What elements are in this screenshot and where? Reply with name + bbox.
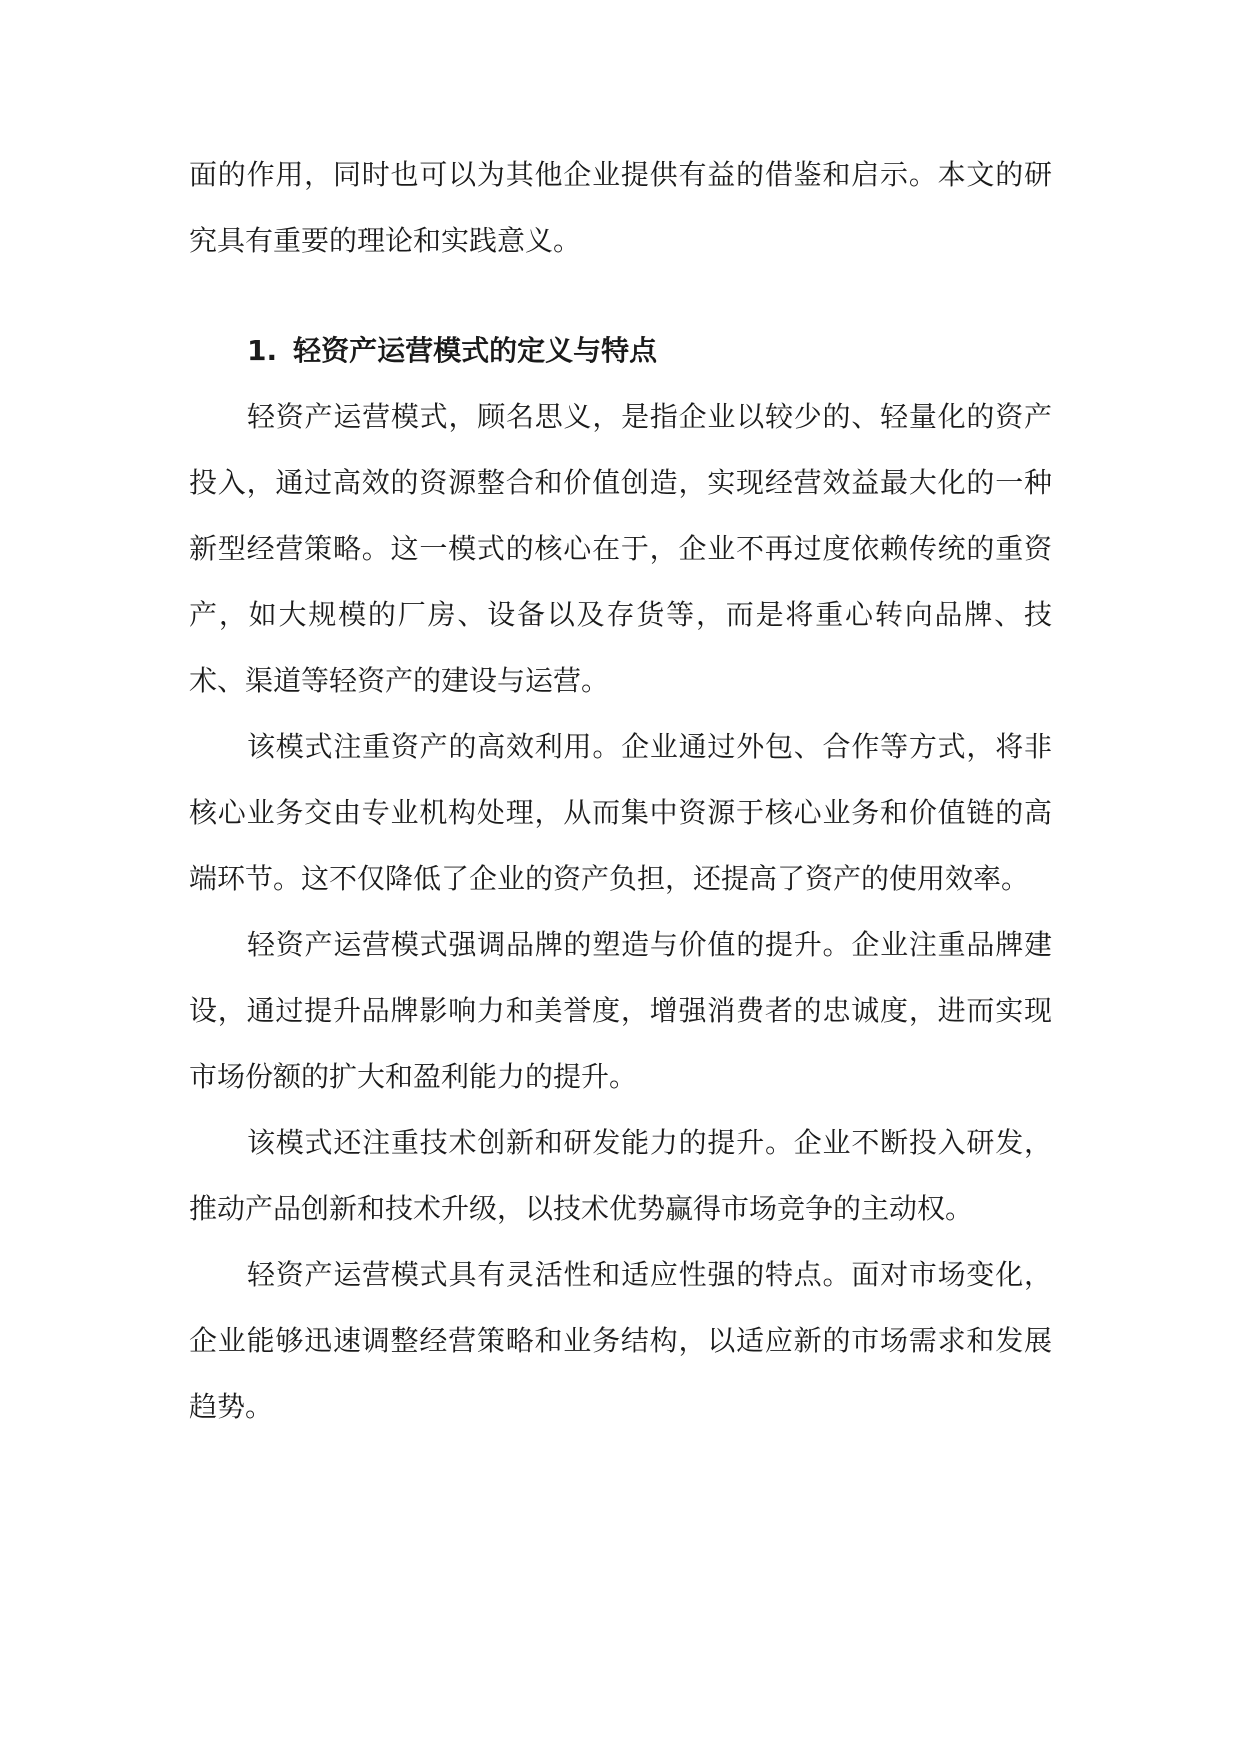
document-body <box>189 142 1052 1440</box>
intro-paragraph: 面的作用，同时也可以为其他企业提供有益的借鉴和启示。本文的研究具有重要的理论和实践意义。 <box>189 158 1052 257</box>
section-heading <box>189 318 1052 384</box>
body-paragraph: 该模式还注重技术创新和研发能力的提升。企业不断投入研发，推动产品创新和技术升级，以技术优势赢得市场竞争的主动权。 <box>189 1126 1052 1225</box>
body-paragraph: 该模式注重资产的高效利用。企业通过外包、合作等方式，将非核心业务交由专业机构处理，从而集中资源于核心业务和价值链的高端环节。这不仅降低了企业的资产负担，还提高了资产的使用效率。 <box>189 730 1052 895</box>
section-title: 轻资产运营模式的定义与特点 <box>293 334 658 367</box>
body-paragraph: 轻资产运营模式强调品牌的塑造与价值的提升。企业注重品牌建设，通过提升品牌影响力和美誉度，增强消费者的忠诚度，进而实现市场份额的扩大和盈利能力的提升。 <box>189 928 1052 1093</box>
body-paragraph: 轻资产运营模式具有灵活性和适应性强的特点。面对市场变化，企业能够迅速调整经营策略和业务结构，以适应新的市场需求和发展趋势。 <box>189 1258 1052 1423</box>
section-number: 1. <box>247 334 278 367</box>
body-paragraph: 轻资产运营模式，顾名思义，是指企业以较少的、轻量化的资产投入，通过高效的资源整合和价值创造，实现经营效益最大化的一种新型经营策略。这一模式的核心在于，企业不再过度依赖传统的重资产，如大规模的厂房、设备以及存货等，而是将重心转向品牌、技术、渠道等轻资产的建设与运营。 <box>189 400 1052 697</box>
